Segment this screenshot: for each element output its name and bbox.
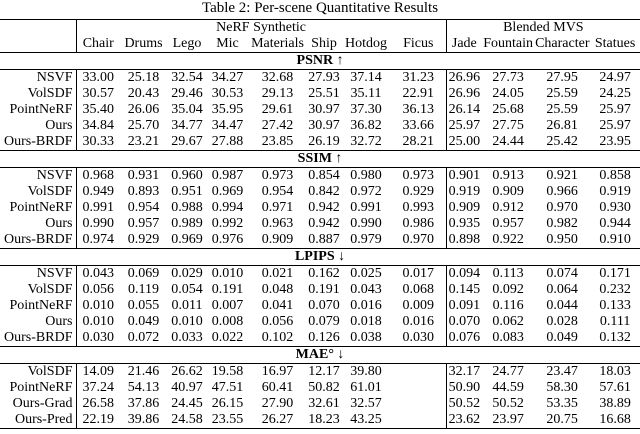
table-cell: 22.19 <box>76 412 120 429</box>
table-cell: 27.75 <box>492 118 524 133</box>
table-cell: 33.66 <box>391 118 446 134</box>
table-cell: 0.993 <box>391 200 446 216</box>
table-cell: 0.092 <box>492 282 524 297</box>
table-cell: 0.072 <box>127 330 160 345</box>
table-cell: 32.61 <box>308 396 340 411</box>
table-cell: 0.016 <box>350 298 382 313</box>
table-cell: 26.27 <box>248 412 307 429</box>
table-cell: 12.17 <box>308 364 340 379</box>
table-cell: 35.95 <box>211 102 244 117</box>
table-cell: 27.93 <box>308 70 340 85</box>
table-cell: 23.47 <box>546 364 578 379</box>
table-cell: 0.011 <box>171 298 203 313</box>
table-cell: 47.51 <box>211 380 244 395</box>
table-cell: 35.04 <box>171 102 203 117</box>
table-cell: 24.77 <box>492 364 524 379</box>
column-header: Ficus <box>391 36 446 53</box>
table-row <box>0 364 640 381</box>
table-cell: 0.976 <box>211 232 244 247</box>
table-cell: 30.33 <box>82 134 114 149</box>
table-cell: 23.85 <box>261 134 294 149</box>
table-cell: 29.67 <box>171 134 203 149</box>
table-cell: 25.51 <box>308 86 340 101</box>
table-cell: 25.97 <box>448 118 481 133</box>
method-name: PointNeRF <box>0 298 76 314</box>
table-cell: 0.966 <box>546 184 578 199</box>
table-cell: 27.95 <box>546 70 578 85</box>
table-cell: 26.19 <box>308 134 340 149</box>
table-cell: 18.03 <box>599 364 631 379</box>
table-cell: 36.13 <box>391 102 446 118</box>
table-row <box>0 380 640 396</box>
table-cell: 43.25 <box>341 412 391 429</box>
table-cell: 0.951 <box>171 184 203 199</box>
section-header-row <box>0 347 640 364</box>
table-cell: 0.969 <box>211 184 244 199</box>
section-header-row <box>0 53 640 70</box>
table-cell: 0.910 <box>599 232 631 247</box>
table-row <box>0 184 640 200</box>
table-cell: 0.064 <box>546 282 578 297</box>
table-cell: 0.043 <box>350 282 382 297</box>
table-cell: 25.18 <box>127 70 160 85</box>
table-cell: 30.53 <box>211 86 244 101</box>
column-header: Lego <box>172 36 202 51</box>
table-cell: 0.935 <box>448 216 481 231</box>
table-cell: 0.074 <box>546 266 578 281</box>
table-cell: 0.931 <box>127 168 160 183</box>
table-cell: 35.40 <box>82 102 114 117</box>
table-cell: 22.91 <box>391 86 446 102</box>
table-cell: 0.038 <box>350 330 382 345</box>
section-title: MAE° ↓ <box>0 347 640 364</box>
table-cell: 31.23 <box>391 70 446 87</box>
table-cell: 0.010 <box>171 314 203 329</box>
table-cell: 57.61 <box>599 380 631 395</box>
table-cell: 0.969 <box>171 232 203 247</box>
section-title: LPIPS ↓ <box>0 249 640 266</box>
table-cell <box>391 364 446 381</box>
column-header: Character <box>535 36 590 51</box>
table-cell: 34.77 <box>171 118 203 133</box>
column-header: Jade <box>451 36 477 51</box>
table-cell: 0.054 <box>171 282 203 297</box>
table-cell: 0.041 <box>261 298 294 313</box>
table-cell: 0.008 <box>211 314 244 329</box>
section-header-row <box>0 151 640 168</box>
table-cell: 25.97 <box>599 118 631 133</box>
table-cell: 0.049 <box>546 330 578 345</box>
column-header: Statues <box>594 36 636 51</box>
table-cell: 0.018 <box>350 314 382 329</box>
table-cell: 0.056 <box>261 314 294 329</box>
method-name: PointNeRF <box>0 102 76 118</box>
empty-corner <box>0 20 76 37</box>
table-cell: 54.13 <box>127 380 160 395</box>
table-cell: 0.010 <box>82 298 114 313</box>
table-cell: 20.75 <box>534 412 590 429</box>
table-cell: 25.00 <box>448 134 481 149</box>
table-cell: 29.46 <box>171 86 203 101</box>
table-row <box>0 102 640 118</box>
table-cell: 0.091 <box>448 298 481 313</box>
table-cell: 25.59 <box>546 102 578 117</box>
table-cell: 0.990 <box>350 216 382 231</box>
method-name: Ours-Grad <box>0 396 76 412</box>
table-cell: 0.043 <box>82 266 114 281</box>
table-cell: 0.083 <box>492 330 524 345</box>
table-cell: 26.62 <box>171 364 203 379</box>
table-cell: 0.898 <box>448 232 481 247</box>
table-cell: 26.06 <box>127 102 160 117</box>
table-cell: 0.988 <box>171 200 203 215</box>
table-cell: 29.13 <box>261 86 294 101</box>
table-cell <box>391 396 446 412</box>
results-table <box>0 19 640 429</box>
group-header-row <box>0 20 640 37</box>
table-cell: 27.73 <box>492 70 524 85</box>
table-body <box>0 53 640 429</box>
table-cell: 0.980 <box>350 168 382 183</box>
table-cell: 0.972 <box>350 184 382 199</box>
table-cell: 27.90 <box>261 396 294 411</box>
table-cell: 0.029 <box>171 266 203 281</box>
table-cell: 0.017 <box>391 266 446 283</box>
table-cell: 0.921 <box>546 168 578 183</box>
section-title: SSIM ↑ <box>0 151 640 168</box>
table-cell: 50.52 <box>492 396 524 411</box>
table-cell: 0.062 <box>492 314 524 329</box>
table-cell: 0.113 <box>492 266 524 281</box>
table-cell: 0.133 <box>599 298 631 313</box>
column-header-row <box>0 36 640 53</box>
table-cell: 0.232 <box>599 282 631 297</box>
table-cell: 0.960 <box>171 168 203 183</box>
table-cell: 19.58 <box>211 364 244 379</box>
method-name: Ours-Pred <box>0 412 76 429</box>
table-cell: 0.033 <box>171 330 203 345</box>
table-cell: 0.974 <box>82 232 114 247</box>
table-cell: 50.82 <box>308 380 340 395</box>
table-row <box>0 134 640 151</box>
table-cell: 0.030 <box>82 330 114 345</box>
table-cell: 32.72 <box>350 134 382 149</box>
table-cell: 37.30 <box>350 102 382 117</box>
table-cell: 35.11 <box>350 86 382 101</box>
table-row <box>0 314 640 330</box>
table-cell: 0.030 <box>391 330 446 347</box>
method-name: Ours <box>0 118 76 134</box>
table-cell: 37.14 <box>350 70 382 85</box>
table-cell: 0.992 <box>211 216 244 231</box>
table-cell: 0.987 <box>211 168 244 183</box>
table-cell: 24.45 <box>171 396 203 411</box>
table-cell: 0.973 <box>261 168 294 183</box>
table-cell: 24.44 <box>492 134 524 149</box>
table-cell: 0.069 <box>127 266 160 281</box>
table-cell: 34.47 <box>211 118 244 133</box>
table-cell: 0.909 <box>448 200 481 215</box>
table-cell: 0.990 <box>82 216 114 231</box>
table-cell: 24.05 <box>492 86 524 101</box>
table-cell: 36.82 <box>350 118 382 133</box>
table-cell: 0.919 <box>599 184 631 199</box>
table-cell: 0.010 <box>82 314 114 329</box>
section-header-row <box>0 249 640 266</box>
method-name: NSVF <box>0 168 76 185</box>
table-cell: 0.909 <box>261 232 294 247</box>
table-cell: 44.59 <box>492 380 524 395</box>
table-cell: 26.96 <box>448 86 481 101</box>
table-cell: 29.61 <box>261 102 294 117</box>
table-cell: 53.35 <box>546 396 578 411</box>
table-cell: 0.930 <box>599 200 631 215</box>
method-name: VolSDF <box>0 86 76 102</box>
table-cell: 37.24 <box>82 380 114 395</box>
table-cell: 0.076 <box>448 330 481 345</box>
table-cell: 0.068 <box>391 282 446 298</box>
table-cell: 25.59 <box>546 86 578 101</box>
table-cell: 0.982 <box>546 216 578 231</box>
method-name: PointNeRF <box>0 380 76 396</box>
table-cell: 0.968 <box>82 168 114 183</box>
table-cell: 0.145 <box>448 282 481 297</box>
table-cell: 24.97 <box>599 70 631 85</box>
method-header <box>0 36 76 53</box>
method-name: Ours-BRDF <box>0 134 76 151</box>
table-cell: 34.27 <box>211 70 244 85</box>
table-cell: 50.90 <box>448 380 481 395</box>
table-cell: 60.41 <box>261 380 294 395</box>
table-cell: 0.991 <box>350 200 382 215</box>
method-name: NSVF <box>0 266 76 283</box>
table-cell: 0.986 <box>391 216 446 232</box>
table-cell: 0.909 <box>492 184 524 199</box>
method-name: NSVF <box>0 70 76 87</box>
table-cell: 0.929 <box>391 184 446 200</box>
table-cell: 0.919 <box>448 184 481 199</box>
table-cell: 30.57 <box>82 86 114 101</box>
table-cell: 20.43 <box>127 86 160 101</box>
table-caption: Table 2: Per-scene Quantitative Results <box>201 0 439 16</box>
method-name: Ours <box>0 314 76 330</box>
table-cell: 37.86 <box>127 396 160 411</box>
table-cell: 32.57 <box>350 396 382 411</box>
table-cell: 0.025 <box>350 266 382 281</box>
table-cell: 0.056 <box>82 282 114 297</box>
table-cell: 32.68 <box>261 70 294 85</box>
column-header: Materials <box>251 36 304 51</box>
table-cell: 18.23 <box>308 412 340 427</box>
table-cell: 30.97 <box>308 102 340 117</box>
table-cell: 0.913 <box>492 168 524 183</box>
table-cell: 0.963 <box>261 216 294 231</box>
table-cell: 23.21 <box>127 134 160 149</box>
table-cell: 0.021 <box>261 266 294 281</box>
table-cell: 25.42 <box>546 134 578 149</box>
column-header: Ship <box>311 36 337 51</box>
method-name: Ours-BRDF <box>0 330 76 347</box>
table-cell: 0.116 <box>492 298 524 313</box>
table-cell: 0.957 <box>492 216 524 231</box>
table-cell: 32.54 <box>171 70 203 85</box>
table-row <box>0 70 640 87</box>
table-row <box>0 232 640 249</box>
table-cell: 39.80 <box>350 364 382 379</box>
table-cell: 0.048 <box>261 282 294 297</box>
section-title: PSNR ↑ <box>0 53 640 70</box>
table-cell: 0.126 <box>308 330 340 345</box>
table-cell: 0.957 <box>127 216 160 231</box>
table-cell: 0.070 <box>448 314 481 329</box>
table-cell: 14.09 <box>82 364 114 379</box>
table-cell: 50.52 <box>448 396 481 411</box>
table-cell: 21.46 <box>127 364 160 379</box>
table-cell: 25.97 <box>599 102 631 117</box>
table-cell: 0.979 <box>350 232 382 247</box>
table-cell: 0.893 <box>127 184 160 199</box>
table-cell: 0.010 <box>211 266 244 281</box>
table-cell: 0.950 <box>546 232 578 247</box>
table-cell: 16.68 <box>590 412 640 429</box>
table-cell: 24.58 <box>167 412 207 429</box>
table-cell: 58.30 <box>546 380 578 395</box>
table-cell: 0.887 <box>308 232 340 247</box>
table-cell: 0.971 <box>261 200 294 215</box>
table-cell: 25.68 <box>492 102 524 117</box>
table-cell: 24.25 <box>599 86 631 101</box>
table-cell: 23.55 <box>207 412 248 429</box>
table-cell: 0.007 <box>211 298 244 313</box>
table-cell: 26.14 <box>448 102 481 117</box>
table-cell: 30.97 <box>308 118 340 133</box>
method-name: VolSDF <box>0 282 76 298</box>
table-cell: 26.96 <box>448 70 481 85</box>
table-cell: 0.929 <box>127 232 160 247</box>
table-row <box>0 412 640 429</box>
table-cell: 28.21 <box>391 134 446 151</box>
table-cell: 16.97 <box>261 364 294 379</box>
table-cell: 0.942 <box>308 200 340 215</box>
table-cell: 39.86 <box>120 412 167 429</box>
table-cell: 26.15 <box>211 396 244 411</box>
table-cell: 61.01 <box>350 380 382 395</box>
table-cell: 34.84 <box>82 118 114 133</box>
table-row <box>0 86 640 102</box>
column-header: Chair <box>82 36 114 51</box>
table-cell: 23.97 <box>482 412 534 429</box>
table-cell: 0.044 <box>546 298 578 313</box>
method-name: VolSDF <box>0 364 76 381</box>
table-row <box>0 168 640 185</box>
table-cell: 0.132 <box>599 330 631 345</box>
table-cell: 0.901 <box>448 168 481 183</box>
table-row <box>0 200 640 216</box>
table-cell: 0.854 <box>308 168 340 183</box>
table-row <box>0 282 640 298</box>
table-cell: 26.81 <box>546 118 578 133</box>
table-cell: 0.942 <box>308 216 340 231</box>
table-row <box>0 396 640 412</box>
table-cell: 0.016 <box>391 314 446 330</box>
table-cell: 0.949 <box>82 184 114 199</box>
table-cell: 0.094 <box>448 266 481 281</box>
table-cell: 0.954 <box>127 200 160 215</box>
table-cell: 0.162 <box>308 266 340 281</box>
table-cell: 26.58 <box>82 396 114 411</box>
table-cell: 0.842 <box>308 184 340 199</box>
table-cell: 0.994 <box>211 200 244 215</box>
table-cell: 0.989 <box>171 216 203 231</box>
table-cell: 0.922 <box>492 232 524 247</box>
table-cell: 33.00 <box>82 70 114 85</box>
table-cell: 0.944 <box>599 216 631 231</box>
table-cell: 0.954 <box>261 184 294 199</box>
table-row <box>0 330 640 347</box>
table-cell: 0.912 <box>492 200 524 215</box>
nerf-group-header: NeRF Synthetic <box>76 20 446 37</box>
table-cell: 0.022 <box>211 330 244 345</box>
column-header: Drums <box>124 36 163 51</box>
table-row <box>0 216 640 232</box>
column-header: Mic <box>216 36 239 51</box>
table-cell: 0.079 <box>308 314 340 329</box>
table-cell: 0.858 <box>599 168 631 183</box>
table-cell: 0.102 <box>261 330 294 345</box>
method-name: Ours <box>0 216 76 232</box>
method-name: PointNeRF <box>0 200 76 216</box>
table-cell: 25.70 <box>127 118 160 133</box>
table-cell: 0.119 <box>128 282 159 297</box>
table-cell: 0.970 <box>546 200 578 215</box>
table-cell: 40.97 <box>171 380 203 395</box>
table-cell: 27.88 <box>211 134 244 149</box>
table-cell: 0.111 <box>599 314 631 329</box>
table-cell: 0.055 <box>127 298 160 313</box>
table-cell: 38.89 <box>599 396 631 411</box>
table-cell: 0.070 <box>308 298 340 313</box>
table-cell: 0.991 <box>82 200 114 215</box>
table-cell: 0.171 <box>599 266 631 281</box>
table-cell: 0.049 <box>127 314 160 329</box>
table-cell: 0.970 <box>391 232 446 249</box>
table-cell: 0.009 <box>391 298 446 314</box>
table-cell: 23.95 <box>599 134 631 149</box>
table-row <box>0 298 640 314</box>
table-cell: 23.62 <box>446 412 482 429</box>
table-row <box>0 118 640 134</box>
method-name: Ours-BRDF <box>0 232 76 249</box>
table-cell: 32.17 <box>448 364 481 379</box>
table-cell: 0.973 <box>391 168 446 185</box>
table-cell: 27.42 <box>261 118 294 133</box>
table-cell: 0.191 <box>308 282 340 297</box>
table-row <box>0 266 640 283</box>
mvs-group-header: Blended MVS <box>446 20 640 37</box>
table-cell <box>391 380 446 396</box>
table-cell: 0.191 <box>211 282 244 297</box>
table-cell <box>391 412 446 429</box>
method-name: VolSDF <box>0 184 76 200</box>
column-header: Hotdog <box>345 36 387 51</box>
column-header: Fountain <box>483 36 533 51</box>
table-cell: 0.028 <box>546 314 578 329</box>
